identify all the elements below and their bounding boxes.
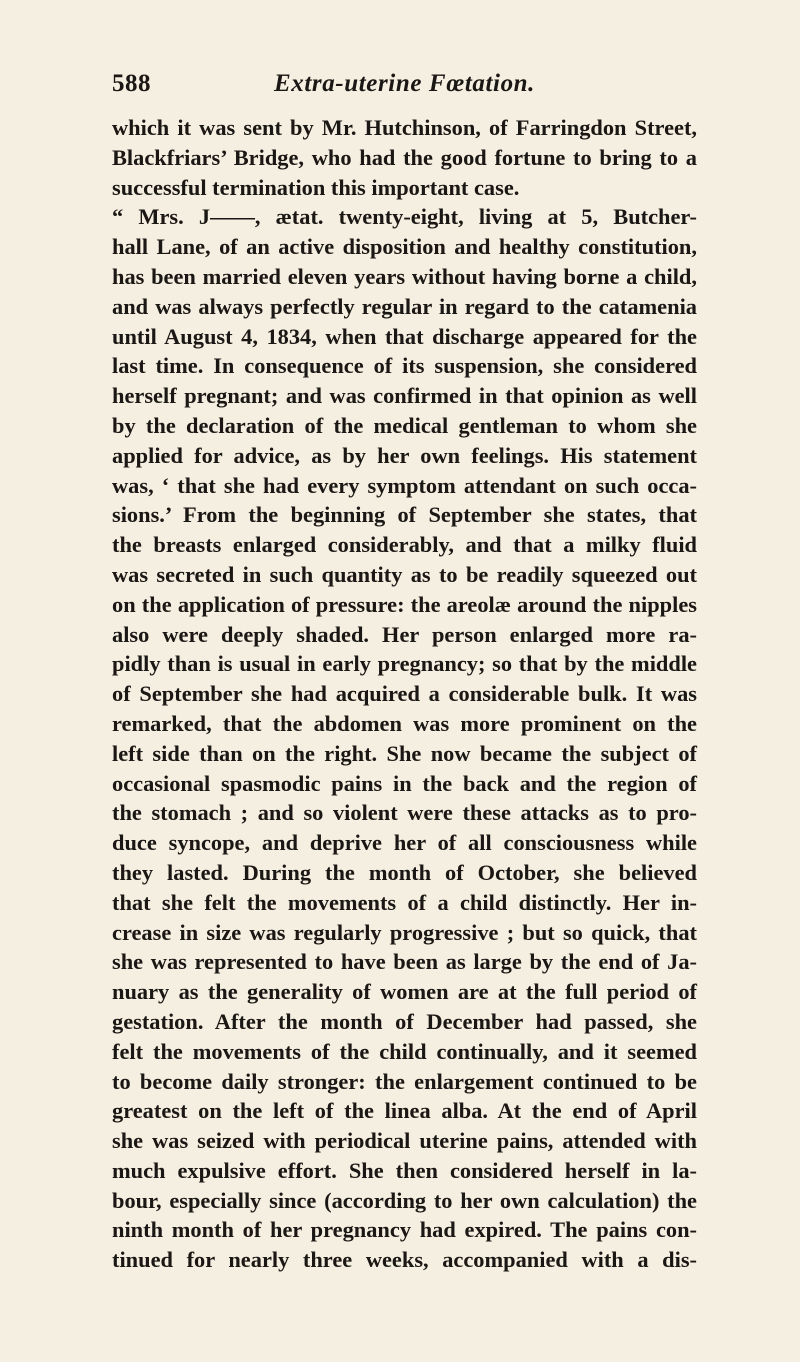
text-line: crease in size was regularly progressive ; but so quick, that [112,919,697,945]
text-line: of September she had acquired a considerable bulk. It was [112,681,697,707]
text-line: on the application of pressure: the areolæ around the nipples [112,591,697,617]
text-line: they lasted. During the month of October, she believed [112,859,697,885]
text-line: applied for advice, as by her own feelings. His statement [112,442,697,468]
text-line: which it was sent by Mr. Hutchinson, of Farringdon Street, [112,115,697,140]
text-line: Blackfriars’ Bridge, who had the good fortune to bring to a [112,144,697,170]
page-header [112,70,697,110]
text-line: greatest on the left of the linea alba. At the end of April [112,1098,697,1124]
body-text [112,113,697,1275]
text-line: left side than on the right. She now became the subject of [112,740,697,766]
text-line: was, ‘ that she had every symptom attendant on such occa- [112,472,697,498]
text-line: “ Mrs. J——, ætat. twenty-eight, living at 5, Butcher- [112,204,697,230]
text-line: has been married eleven years without having borne a child, [112,263,697,289]
text-line: duce syncope, and deprive her of all consciousness while [112,830,697,856]
text-line: the breasts enlarged considerably, and that a milky fluid [112,532,697,558]
text-line: last time. In consequence of its suspension, she considered [112,353,697,379]
text-line: was secreted in such quantity as to be readily squeezed out [112,561,697,587]
text-line: gestation. After the month of December had passed, she [112,1008,697,1034]
text-line: sions.’ From the beginning of September she states, that [112,502,697,528]
page-number: 588 [112,70,151,97]
text-line: herself pregnant; and was confirmed in that opinion as well [112,383,697,409]
text-line: occasional spasmodic pains in the back and the region of [112,770,697,796]
text-line: she was seized with periodical uterine pains, attended with [112,1128,697,1154]
text-line: to become daily stronger: the enlargement continued to be [112,1068,697,1094]
text-line: ninth month of her pregnancy had expired. The pains con- [112,1217,697,1243]
text-line: remarked, that the abdomen was more prominent on the [112,710,697,736]
text-line: she was represented to have been as large by the end of Ja- [112,949,697,975]
text-line: the stomach ; and so violent were these attacks as to pro- [112,800,697,826]
text-line: also were deeply shaded. Her person enlarged more ra- [112,621,697,647]
text-line: bour, especially since (according to her own calculation) the [112,1187,697,1213]
text-line: until August 4, 1834, when that discharge appeared for the [112,323,697,349]
text-line: and was always perfectly regular in regard to the catamenia [112,293,697,319]
text-line: successful termination this important case. [112,174,520,200]
text-line: pidly than is usual in early pregnancy; so that by the middle [112,651,697,677]
text-line: that she felt the movements of a child distinctly. Her in- [112,889,697,915]
running-title: Extra-uterine Fœtation. [273,70,536,97]
text-line: tinued for nearly three weeks, accompanied with a dis- [112,1247,697,1273]
text-line: felt the movements of the child continually, and it seemed [112,1038,697,1064]
text-line: hall Lane, of an active disposition and healthy constitution, [112,234,697,260]
text-line: much expulsive effort. She then considered herself in la- [112,1157,697,1183]
text-line: by the declaration of the medical gentleman to whom she [112,412,697,438]
text-line: nuary as the generality of women are at the full period of [112,979,697,1005]
